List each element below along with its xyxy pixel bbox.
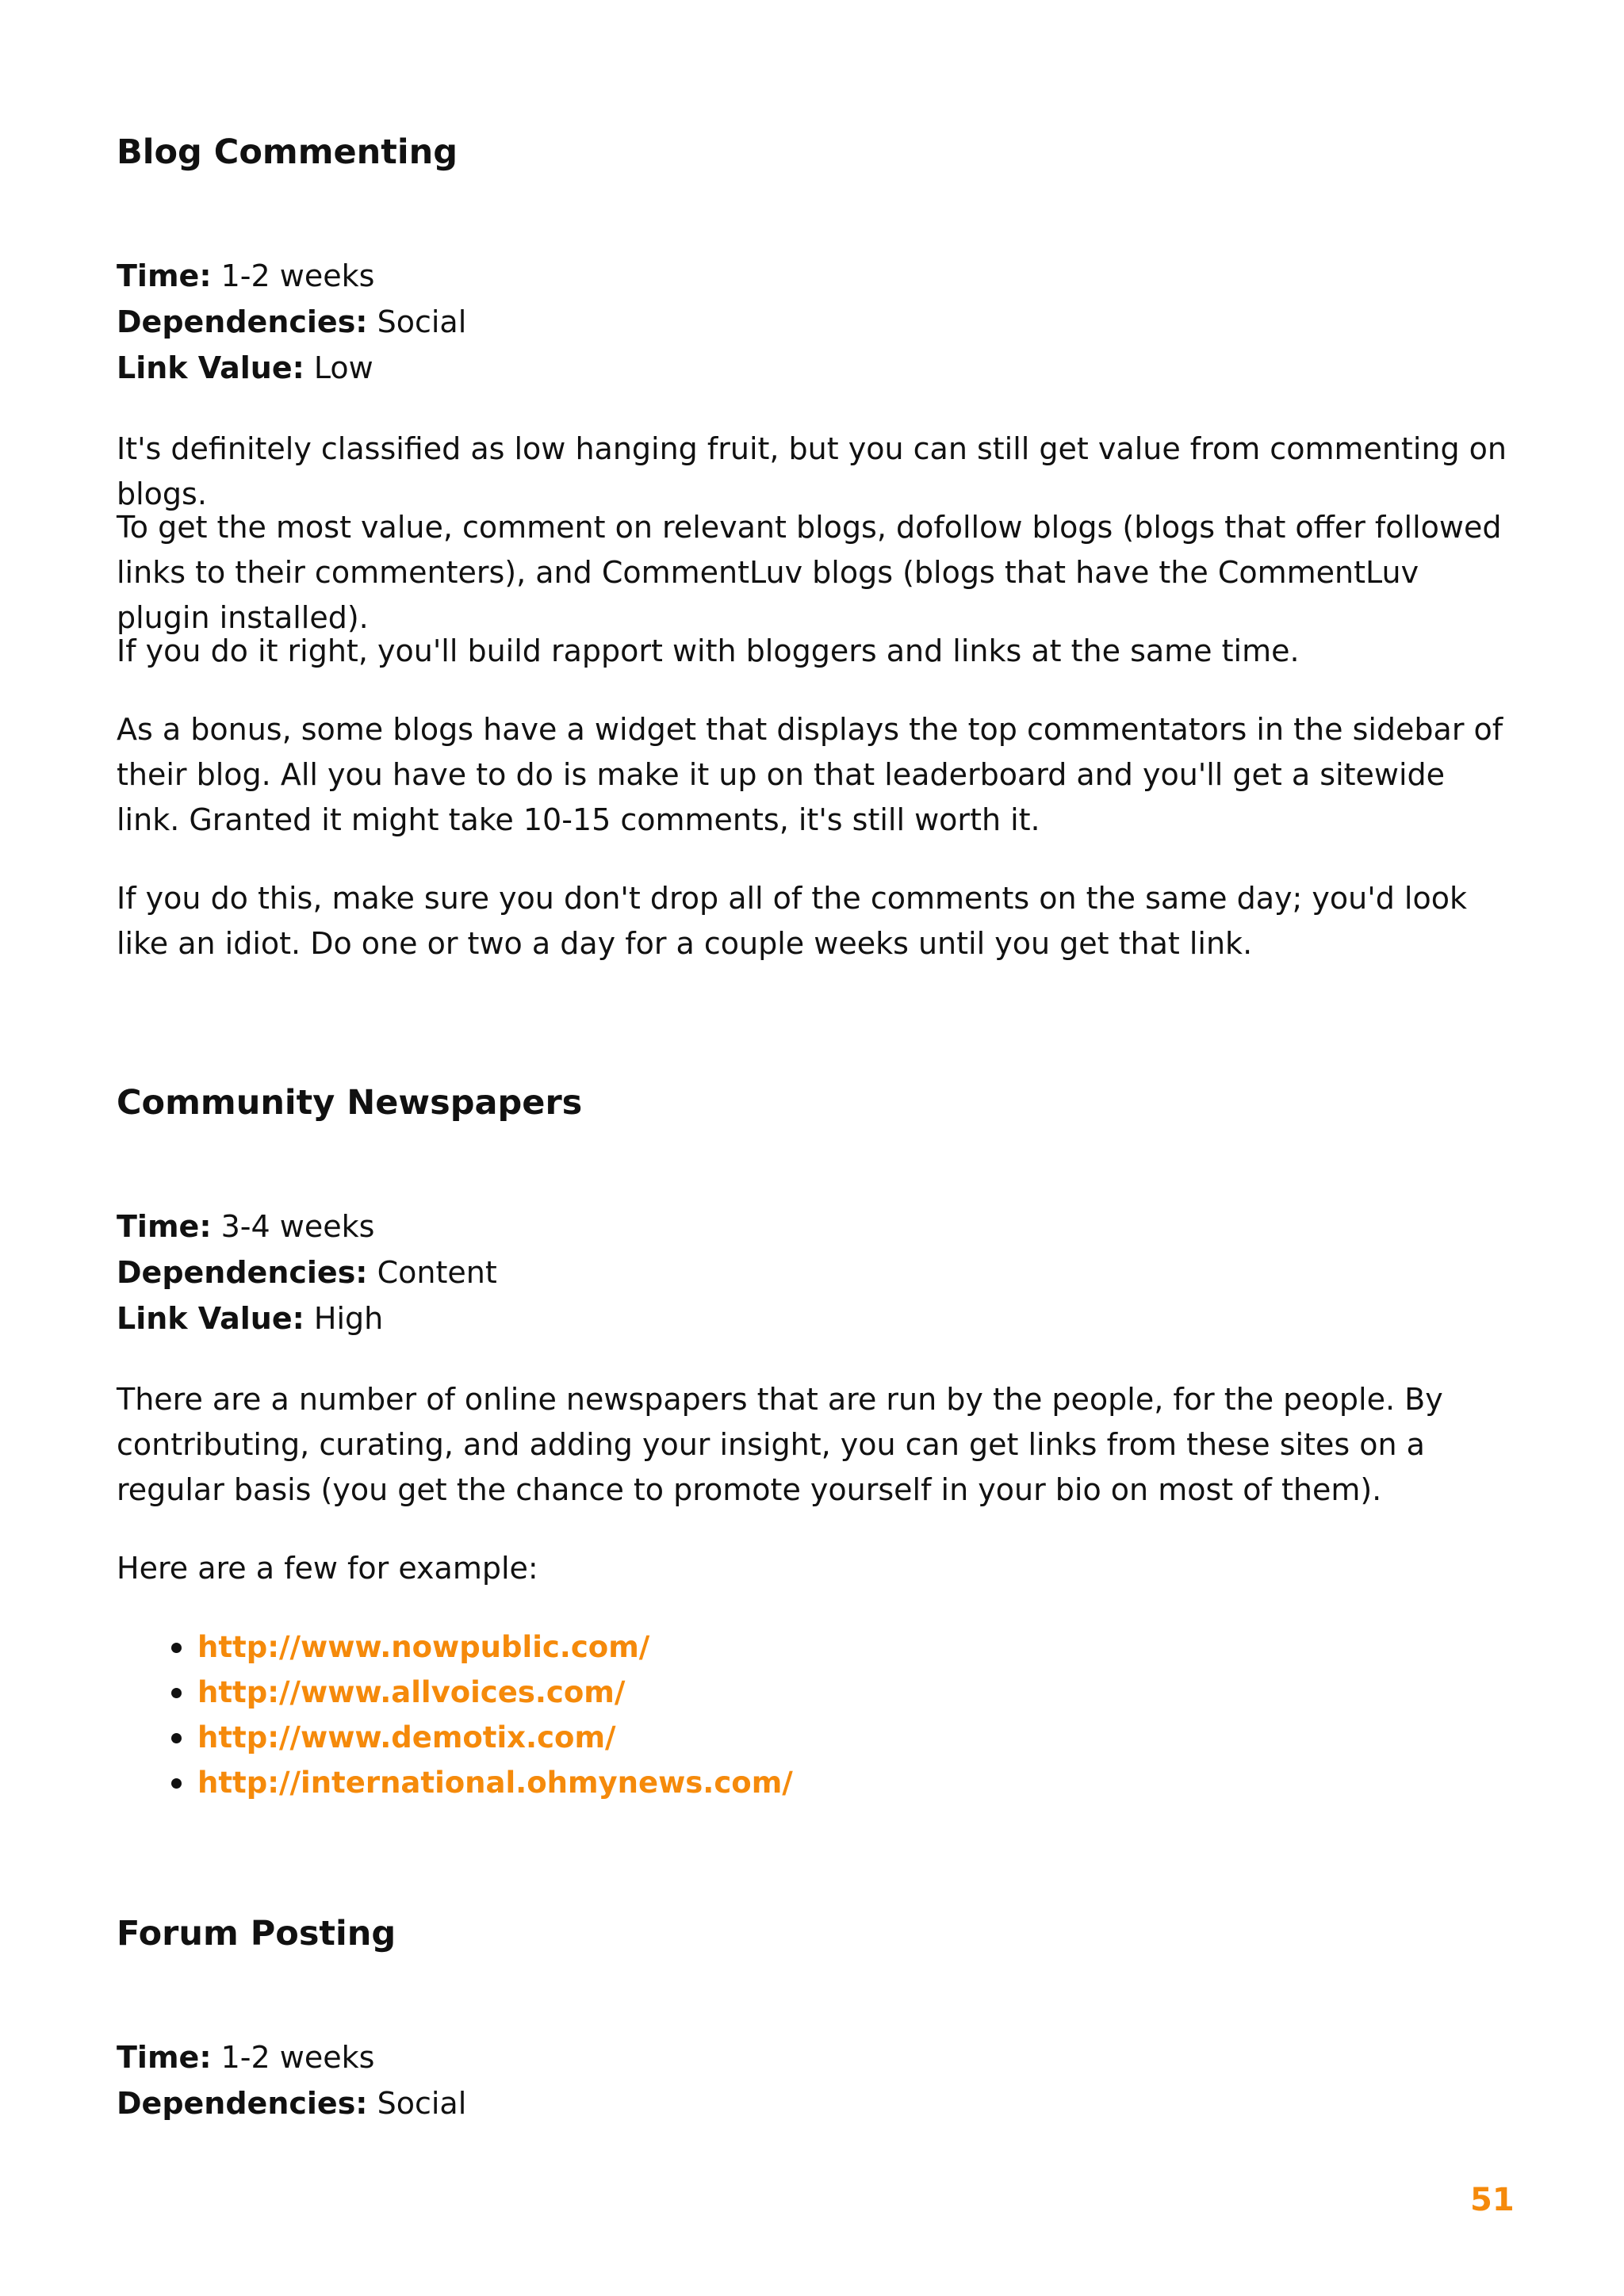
link-list (117, 1624, 793, 1805)
section-heading-forum-posting: Forum Posting (117, 1914, 396, 1954)
bullet-icon (171, 1778, 182, 1789)
list-item (197, 1624, 793, 1670)
meta-link-value (117, 345, 373, 391)
bullet-icon (171, 1733, 182, 1743)
bullet-icon (171, 1688, 182, 1698)
meta-dependencies (117, 299, 466, 345)
meta-value: 1-2 weeks (220, 2040, 375, 2075)
meta-label: Time: (117, 258, 212, 293)
meta-label: Dependencies: (117, 304, 368, 339)
meta-time (117, 2034, 374, 2080)
meta-time (117, 1203, 374, 1249)
link-allvoices[interactable]: http://www.allvoices.com/ (197, 1675, 626, 1709)
meta-value: Social (377, 2086, 467, 2121)
paragraph: To get the most value, comment on relevant blogs, dofollow blogs (blogs that offer followed links to their commenters), and CommentLuv blogs (blogs that have the CommentLuv plugin installed). (117, 510, 1502, 635)
list-item (197, 1715, 793, 1760)
meta-label: Dependencies: (117, 2086, 368, 2121)
bullet-icon (171, 1643, 182, 1653)
meta-value: Low (313, 350, 373, 385)
paragraph: If you do this, make sure you don't drop all of the comments on the same day; you'd look like an idiot. Do one or two a day for a couple weeks until you get that link. (117, 881, 1467, 961)
paragraph: If you do it right, you'll build rapport with bloggers and links at the same time. (117, 633, 1300, 668)
section-heading-blog-commenting: Blog Commenting (117, 132, 458, 172)
meta-label: Time: (117, 1209, 212, 1244)
meta-value: High (313, 1301, 384, 1336)
meta-label: Link Value: (117, 1301, 304, 1336)
paragraph: It's definitely classified as low hanging fruit, but you can still get value from commenting on blogs. (117, 431, 1507, 511)
meta-label: Link Value: (117, 350, 304, 385)
link-nowpublic[interactable]: http://www.nowpublic.com/ (197, 1630, 650, 1664)
meta-value: Content (377, 1255, 497, 1290)
page-number: 51 (1470, 2182, 1515, 2218)
meta-link-value (117, 1295, 383, 1341)
paragraph: Here are a few for example: (117, 1551, 538, 1586)
meta-value: 1-2 weeks (220, 258, 375, 293)
list-item (197, 1760, 793, 1805)
meta-value: Social (377, 304, 467, 339)
meta-dependencies (117, 2080, 466, 2126)
paragraph: As a bonus, some blogs have a widget that displays the top commentators in the sidebar of their blog. All you have to do is make it up on that leaderboard and you'll get a sitewide link. Granted it might take 10-15 comments, it's still worth it. (117, 712, 1503, 837)
meta-label: Dependencies: (117, 1255, 368, 1290)
meta-dependencies (117, 1249, 497, 1295)
section-heading-community-newspapers: Community Newspapers (117, 1083, 583, 1123)
paragraph: There are a number of online newspapers that are run by the people, for the people. By contributing, curating, and adding your insight, you can get links from these sites on a regular basis (you get the chance to promote yourself in your bio on most of them). (117, 1382, 1443, 1507)
meta-label: Time: (117, 2040, 212, 2075)
meta-time (117, 253, 374, 299)
link-ohmynews[interactable]: http://international.ohmynews.com/ (197, 1766, 793, 1800)
link-demotix[interactable]: http://www.demotix.com/ (197, 1720, 616, 1755)
meta-value: 3-4 weeks (220, 1209, 375, 1244)
list-item (197, 1670, 793, 1715)
